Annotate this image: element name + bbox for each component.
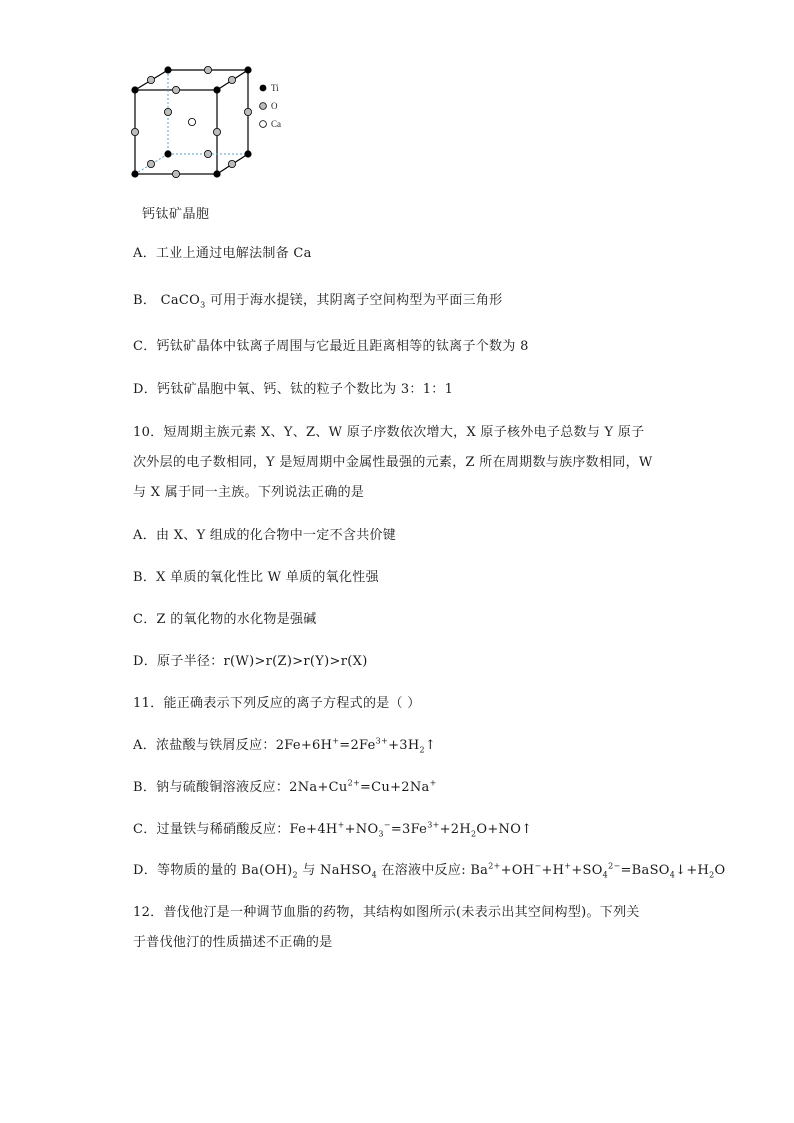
- q9-option-b-formula: CaCO: [160, 293, 201, 308]
- q9-option-b-suffix: 可用于海水提镁，其阴离子空间构型为平面三角形: [205, 293, 503, 308]
- q12-stem-line1: 12．普伐他汀是一种调节血脂的药物，其结构如图所示(未表示出其空间构型)。下列关: [133, 905, 640, 920]
- unit-cell-diagram: [128, 62, 298, 184]
- q11-option-c-text: C．过量铁与稀硝酸反应：Fe+4H: [133, 822, 338, 837]
- q9-option-d: D．钙钛矿晶胞中氧、钙、钛的粒子个数比为 3：1：1: [133, 382, 454, 397]
- q10-option-d: D．原子半径：r(W)>r(Z)>r(Y)>r(X): [133, 654, 368, 669]
- q9-option-b: [133, 291, 503, 311]
- legend-o-label: O: [271, 101, 278, 111]
- q10-option-c: C．Z 的氧化物的水化物是强碱: [133, 612, 317, 627]
- q9-option-b-sub: 3: [200, 300, 206, 310]
- figure-caption: 钙钛矿晶胞: [142, 207, 210, 222]
- legend-ca-label: Ca: [271, 119, 281, 129]
- q9-option-a: A．工业上通过电解法制备 Ca: [133, 246, 312, 261]
- q10-stem-line3: 与 X 属于同一主族。下列说法正确的是: [133, 485, 365, 500]
- legend-ti-label: Ti: [271, 83, 279, 93]
- q10-stem-line2: 次外层的电子数相同，Y 是短周期中金属性最强的元素，Z 所在周期数与族序数相同，W: [133, 455, 653, 470]
- q11-option-d: D．等物质的量的 $Ba(OH)_2$ 与 NaHSO$_4$ 在溶液中反应: $Ba^{2+}+OH^-+H^++SO_4^{2-}=BaSO_4↓+H_2O$: [133, 861, 726, 880]
- q11-option-b: B．钠与硫酸铜溶液反应：$2Na+Cu^{2+}=Cu+2Na^+$: [133, 778, 437, 795]
- unit-cell-figure: [128, 62, 298, 184]
- legend-ti-marker: [260, 85, 267, 92]
- figure-legend: [260, 83, 281, 129]
- q11-option-a: A．浓盐酸与铁屑反应：$2Fe+6H^+=2Fe^{3+}+3H_2↑$: [133, 736, 437, 755]
- q9-option-b-prefix: B．: [133, 293, 161, 308]
- q11-option-d-text: D．等物质的量的 Ba(OH): [133, 863, 293, 878]
- q11-option-a-text: A．浓盐酸与铁屑反应：2Fe+6H: [133, 738, 333, 753]
- q11-option-b-text: B．钠与硫酸铜溶液反应：2Na+Cu: [133, 780, 348, 795]
- q10-option-b: B．X 单质的氧化性比 W 单质的氧化性强: [133, 570, 379, 585]
- legend-ca-marker: [260, 121, 267, 128]
- q9-option-c: C．钙钛矿晶体中钛离子周围与它最近且距离相等的钛离子个数为 8: [133, 339, 529, 354]
- q10-option-a: A．由 X、Y 组成的化合物中一定不含共价键: [133, 528, 397, 543]
- q10-stem-line1: 10．短周期主族元素 X、Y、Z、W 原子序数依次增大，X 原子核外电子总数与 Y 原子: [133, 425, 645, 440]
- legend-o-marker: [260, 103, 267, 110]
- q11-stem: 11．能正确表示下列反应的离子方程式的是（ ）: [133, 696, 421, 711]
- ca-atom: [188, 118, 195, 125]
- q12-stem-line2: 于普伐他汀的性质描述不正确的是: [133, 935, 333, 950]
- q11-option-c: C．过量铁与稀硝酸反应：$Fe+4H^++NO_3^-=3Fe^{3+}+2H_2O+NO↑$: [133, 820, 533, 839]
